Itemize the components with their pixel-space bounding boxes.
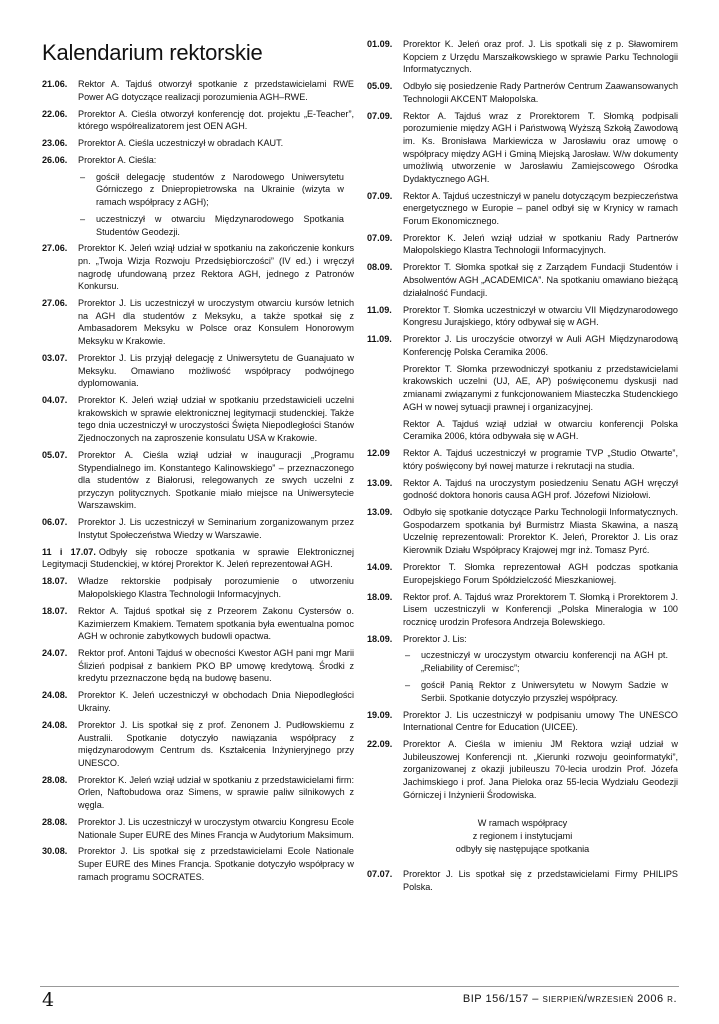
- calendar-entry: [42, 108, 354, 133]
- calendar-entry: [42, 154, 354, 167]
- entry-text: Prorektor A. Cieśla wziął udział w inauguracji „Programu Stypendialnego im. Konstantego Kalinowskiego” – przeznaczonego dla studentów z Białorusi, relegowanych ze swych uczelni z przyczyn politycznych. Spotkanie miało miejsce na Uniwersytecie Warszawskim.: [78, 449, 354, 511]
- entry-date: 24.08.: [42, 719, 68, 730]
- calendar-entry: [42, 449, 354, 512]
- calendar-entry: [42, 605, 354, 643]
- calendar-entry: [367, 709, 678, 734]
- dash-bullet: –: [405, 650, 411, 661]
- entry-text: Rektor A. Tajduś na uroczystym posiedzeniu Senatu AGH wręczył godność doktora honoris causa AGH prof. Józefowi Niziołowi.: [403, 477, 678, 501]
- entry-text: Prorektor K. Jeleń uczestniczył w obchodach Dnia Niepodległości Ukrainy.: [78, 690, 354, 713]
- calendar-entry: [42, 137, 354, 150]
- entry-text: Prorektor T. Słomka reprezentował AGH podczas spotkania Europejskiego Forum Spółdzielczość Mieszkaniowej.: [403, 562, 678, 585]
- calendar-entry: [367, 633, 678, 646]
- calendar-entry: [367, 477, 678, 502]
- calendar-entry: [367, 261, 678, 299]
- dash-bullet: –: [405, 679, 411, 690]
- entry-text: Rektor A. Tajduś wraz z Prorektorem T. Słomką podpisali porozumienie między AGH i Państwową Wyższą Szkołą Zawodową im. Ks. Bronisława Markiewicza w Jarosławiu oraz umowę o współpracy między AGH i Gminą Miejską Jarosław. W/w dokumenty umożliwią utworzenie w Jarosławiu Zamiejscowego Ośrodka Dydaktycznego AGH.: [403, 110, 678, 184]
- sublist-text: gościł Panią Rektor z Uniwersytetu w Nowym Sadzie w Serbii. Spotkanie dotyczyło przyszłej współpracy.: [421, 679, 668, 703]
- entry-date: 26.06.: [42, 155, 68, 166]
- entry-date: 28.08.: [42, 774, 68, 785]
- entry-text: Odbyło się spotkanie dotyczące Parku Technologii Informatycznych. Gospodarzem spotkania był Burmistrz Miasta Skawina, a naszą Uczelnię reprezentowali: Prorektor K. Jeleń, Prorektor J. Lis oraz Kierownik Działu Współpracy Krajowej mgr inż. Tomasz Pyrć.: [403, 507, 678, 556]
- calendar-entry: [42, 297, 354, 347]
- entry-text: Rektor A. Tajduś uczestniczył w programie TVP „Studio Otwarte”, który poświęcony był nowej maturze i rekrutacji na studia.: [403, 448, 678, 471]
- calendar-entry: [367, 868, 678, 893]
- calendar-entry: [367, 80, 678, 105]
- entry-text: Rektor A. Tajduś uczestniczył w panelu dotyczącym bezpieczeństwa energetycznego w Europie – panel odbył się w Krynicy w ramach Forum Ekonomicznego.: [403, 190, 678, 226]
- entry-date: 07.09.: [367, 232, 393, 243]
- calendar-entry: [367, 738, 678, 801]
- entry-date: 03.07.: [42, 353, 68, 364]
- sublist-item: [78, 213, 354, 238]
- calendar-entry: [367, 38, 678, 76]
- calendar-entry: [367, 304, 678, 329]
- entry-date: 18.09.: [367, 633, 393, 644]
- entry-date: 11.09.: [367, 334, 392, 345]
- entry-date: 28.08.: [42, 816, 68, 827]
- entry-date: 14.09.: [367, 562, 393, 573]
- entry-text: Prorektor A. Cieśla w imieniu JM Rektora wziął udział w Jubileuszowej Konferencji nt. „Kierunki rozwoju geoinformatyki”, zorganizowanej z okazji jubileuszu 70-lecia urodzin Prof. Józefa Jachimskiego i prof. Jana Pieloka oraz 55-lecia Wydziału Geodezji Górniczej i Inżynierii Środowiska.: [403, 739, 678, 800]
- entry-text: Prorektor J. Lis uczestniczył w uroczystym otwarciu kursów letnich na AGH dla studentów z Meksyku, a także spotkał się z Ambasadorem Meksyku w Polsce oraz Konsulem Honorowym Meksyku w Krakowie.: [78, 298, 354, 347]
- entry-text: Prorektor A. Cieśla otworzył konferencję dot. projektu „E-Teacher”, którego współrealizatorem jest OEN AGH.: [78, 108, 354, 132]
- page-title: Kalendarium rektorskie: [42, 40, 263, 65]
- entry-text: Prorektor A. Cieśla uczestniczył w obradach KAUT.: [78, 138, 284, 149]
- entry-text: Władze rektorskie podpisały porozumienie o utworzeniu Małopolskiego Klastra Technologii Informacyjnych.: [78, 576, 354, 600]
- entry-text: Prorektor J. Lis spotkał się z prof. Zenonem J. Pudłowskiemu z Australii. Spotkanie dotyczyło nawiązania współpracy z międzynarodowym Centrum ds. Kształcenia Inżynieryjnego przy UNESCO.: [78, 719, 354, 768]
- calendar-entry: [42, 78, 354, 103]
- entry-text: Prorektor K. Jeleń wziął udział w spotkaniu na zakończenie konkurs pn. „Twoja Wizja Rozwoju Przedsiębiorczości” (IV ed.) i wręczył nagrodę ufundowaną przez Rektora AGH, jednego z Patronów Konkursu.: [78, 243, 354, 292]
- entry-date: 05.09.: [367, 81, 393, 92]
- section-heading-line: odbyły się następujące spotkania: [455, 844, 590, 855]
- sublist-text: gościł delegację studentów z Narodowego Uniwersytetu Górniczego z Dniepropietrowska na Ukrainie (wizyta w ramach współpracy z AGH);: [96, 171, 344, 207]
- calendar-entry: [367, 447, 678, 472]
- entry-date: 13.09.: [367, 507, 393, 518]
- entry-date: 11.09.: [367, 304, 392, 315]
- entry-text: Prorektor T. Słomka uczestniczył w otwarciu VII Międzynarodowego Kongresu Jurajskiego, który odbywał się w AGH.: [403, 304, 678, 328]
- entry-text: Prorektor K. Jeleń wziął udział w spotkaniu Rady Partnerów Małopolskiego Klastra Technologii Informacyjnych.: [403, 232, 678, 256]
- entry-date: 07.09.: [367, 110, 393, 121]
- entry-text: Prorektor J. Lis uroczyście otworzył w Auli AGH Międzynarodową Konferencję Polska Ceramika 2006.: [403, 334, 678, 357]
- entry-date: 05.07.: [42, 449, 68, 460]
- page-number: 4: [42, 989, 55, 1011]
- calendar-entry: [367, 506, 678, 556]
- dash-bullet: –: [80, 213, 86, 224]
- calendar-entry: [42, 516, 354, 541]
- calendar-entry: [42, 575, 354, 600]
- calendar-entry: [42, 689, 354, 714]
- entry-text: Prorektor K. Jeleń wziął udział w spotkaniu przedstawicieli uczelni krakowskich w sprawie elektronicznej legitymacji studenckiej. Także tego dnia uczestniczył w uroczystości Święta Niepodległości Stanów Zjednoczonych na zaproszenie konsulatu USA w Krakowie.: [78, 395, 354, 443]
- entry-text: Prorektor J. Lis:: [403, 633, 467, 644]
- calendar-entry: [42, 546, 354, 571]
- section-heading-line: W ramach współpracy: [477, 818, 568, 829]
- entry-date: 27.06.: [42, 243, 68, 254]
- entry-date: 19.09.: [367, 709, 393, 720]
- calendar-entry: [367, 190, 678, 228]
- entry-text: Rektor A. Tajduś spotkał się z Przeorem Zakonu Cystersów o. Kazimierzem Kmakiem. Tematem spotkania była ewentualna pomoc AGH w ochronie zabytkowych budowli opactwa.: [78, 606, 354, 642]
- left-column: [42, 40, 354, 888]
- entry-date: 18.07.: [42, 576, 68, 587]
- entry-text: Prorektor K. Jeleń wziął udział w spotkaniu z przedstawicielami firm: Orlen, Naftobudowa oraz Simens, w sprawie paliw silnikowych z węgla.: [78, 774, 354, 810]
- calendar-entry: [42, 647, 354, 685]
- entry-text: Prorektor J. Lis uczestniczył w Seminarium zorganizowanym przez Instytut Społeczeństwa Wiedzy w Warszawie.: [78, 517, 354, 540]
- calendar-entry: [42, 352, 354, 390]
- entry-date: 01.09.: [367, 39, 393, 49]
- entry-text: Rektor A. Tajduś otworzył spotkanie z przedstawicielami RWE Power AG dotyczące realizacji porozumienia AGH–RWE.: [78, 79, 354, 102]
- dash-bullet: –: [80, 171, 86, 182]
- entry-text: Rektor prof. Antoni Tajduś w obecności Kwestor AGH pani mgr Marii Ślizień podpisał z bankiem PKO BP umowę kredytową. Środki z kredytu przeznaczone będą na budowę basenu.: [78, 648, 354, 684]
- entry-date: 12.09: [367, 448, 390, 459]
- calendar-entry: [42, 845, 354, 883]
- entry-date: 24.07.: [42, 648, 68, 659]
- entry-date: 07.07.: [367, 869, 393, 880]
- sublist-text: uczestniczył w otwarciu Międzynarodowego Spotkania Studentów Geodezji.: [96, 213, 344, 237]
- entry-date: 22.09.: [367, 739, 393, 750]
- entry-date: 18.07.: [42, 606, 68, 617]
- calendar-entry: [367, 561, 678, 586]
- calendar-entry: [367, 110, 678, 186]
- entry-text: Prorektor J. Lis spotkał się z przedstawicielami Ecole Nationale Super EURE des Mines Francja. Spotkanie dotyczyło współpracy w ramach programu SOCRATES.: [78, 846, 354, 882]
- entry-date: 30.08.: [42, 846, 68, 857]
- entry-text: Prorektor J. Lis spotkał się z przedstawicielami Firmy PHILIPS Polska.: [403, 869, 678, 892]
- calendar-entry: [42, 774, 354, 812]
- entry-date: 07.09.: [367, 190, 393, 201]
- entry-paragraph: Prorektor T. Słomka przewodniczył spotkaniu z przedstawicielami krakowskich uczelni (UJ, AE, AP) poświęconemu dyskusji nad zmianami związanymi z funkcjonowaniem Miasteczka Studenckiego AGH w nowej sytuacji prawnej i organizacyjnej.: [403, 363, 678, 412]
- entry-text: Rektor prof. A. Tajduś wraz Prorektorem T. Słomką i Prorektorem J. Lisem uczestniczyli w Konferencji „Polska Mineralogia w 100 rocznicę urodzin Profesora Andrzeja Bolewskiego.: [403, 591, 678, 627]
- entry-sublist: [403, 649, 678, 704]
- sublist-item: [403, 649, 678, 674]
- section-heading: [367, 817, 678, 856]
- calendar-entry: [42, 394, 354, 444]
- entry-date: 22.06.: [42, 108, 68, 119]
- entry-date: 21.06.: [42, 79, 68, 89]
- right-column: [367, 38, 678, 898]
- sublist-item: [78, 171, 354, 209]
- sublist-item: [403, 679, 678, 704]
- entry-sublist: [78, 171, 354, 238]
- entry-text: Odbyły się robocze spotkania w sprawie Elektronicznej Legitymacji Studenckiej, w której Prorektor K. Jeleń reprezentował AGH.: [42, 546, 354, 570]
- section-heading-line: z regionem i instytucjami: [472, 831, 573, 842]
- calendar-entry: [367, 591, 678, 629]
- entry-text: Prorektor J. Lis przyjął delegację z Uniwersytetu de Guanajuato w Meksyku. Omawiano możliwość współpracy podwójnego dyplomowania.: [78, 353, 354, 389]
- entry-text: Prorektor K. Jeleń oraz prof. J. Lis spotkali się z p. Sławomirem Kopciem z Urzędu Marszałkowskiego w sprawie Parku Technologii Informatycznych.: [403, 39, 678, 75]
- calendar-entry: [42, 242, 354, 292]
- publication-info: [463, 993, 677, 1005]
- entry-text: Prorektor A. Cieśla:: [78, 155, 157, 166]
- entry-date: 27.06.: [42, 298, 68, 309]
- entry-date: 13.09.: [367, 477, 393, 488]
- calendar-entry: [367, 333, 678, 443]
- entry-date: 18.09.: [367, 591, 393, 602]
- calendar-entry: [42, 816, 354, 841]
- entry-text: Prorektor J. Lis uczestniczył w uroczystym otwarciu Kongresu Ecole Nationale Super EURE des Mines Francja w Audytorium Maksimum.: [78, 816, 354, 840]
- calendar-entry: [367, 232, 678, 257]
- entry-date: 04.07.: [42, 395, 68, 406]
- entry-date: 11 i 17.07.: [42, 546, 96, 557]
- entry-text: Prorektor T. Słomka spotkał się z Zarządem Fundacji Studentów i Absolwentów AGH „ACADEMICA”. Na spotkaniu omawiano bieżącą działalność Fundacji.: [403, 262, 678, 298]
- publication-text: BIP 156/157 – sierpień/wrzesień 2006 r.: [462, 993, 677, 1005]
- page-footer: [40, 986, 679, 1011]
- entry-text: Prorektor J. Lis uczestniczył w podpisaniu umowy The UNESCO International Centre for Education (UICEE).: [403, 709, 678, 733]
- calendar-entry: [42, 719, 354, 769]
- entry-text: Odbyło się posiedzenie Rady Partnerów Centrum Zaawansowanych Technologii AKCENT Małopolska.: [403, 81, 678, 104]
- sublist-text: uczestniczył w uroczystym otwarciu konferencji na AGH pt. „Reliability of Ceremisc”;: [421, 650, 668, 673]
- entry-date: 24.08.: [42, 690, 68, 701]
- entry-paragraph: Rektor A. Tajduś wziął udział w otwarciu konferencji Polska Ceramika 2006, która odbywała się w AGH.: [403, 418, 678, 442]
- entry-date: 23.06.: [42, 138, 68, 149]
- entry-date: 08.09.: [367, 262, 393, 273]
- entry-body: [403, 333, 678, 443]
- entry-date: 06.07.: [42, 517, 68, 528]
